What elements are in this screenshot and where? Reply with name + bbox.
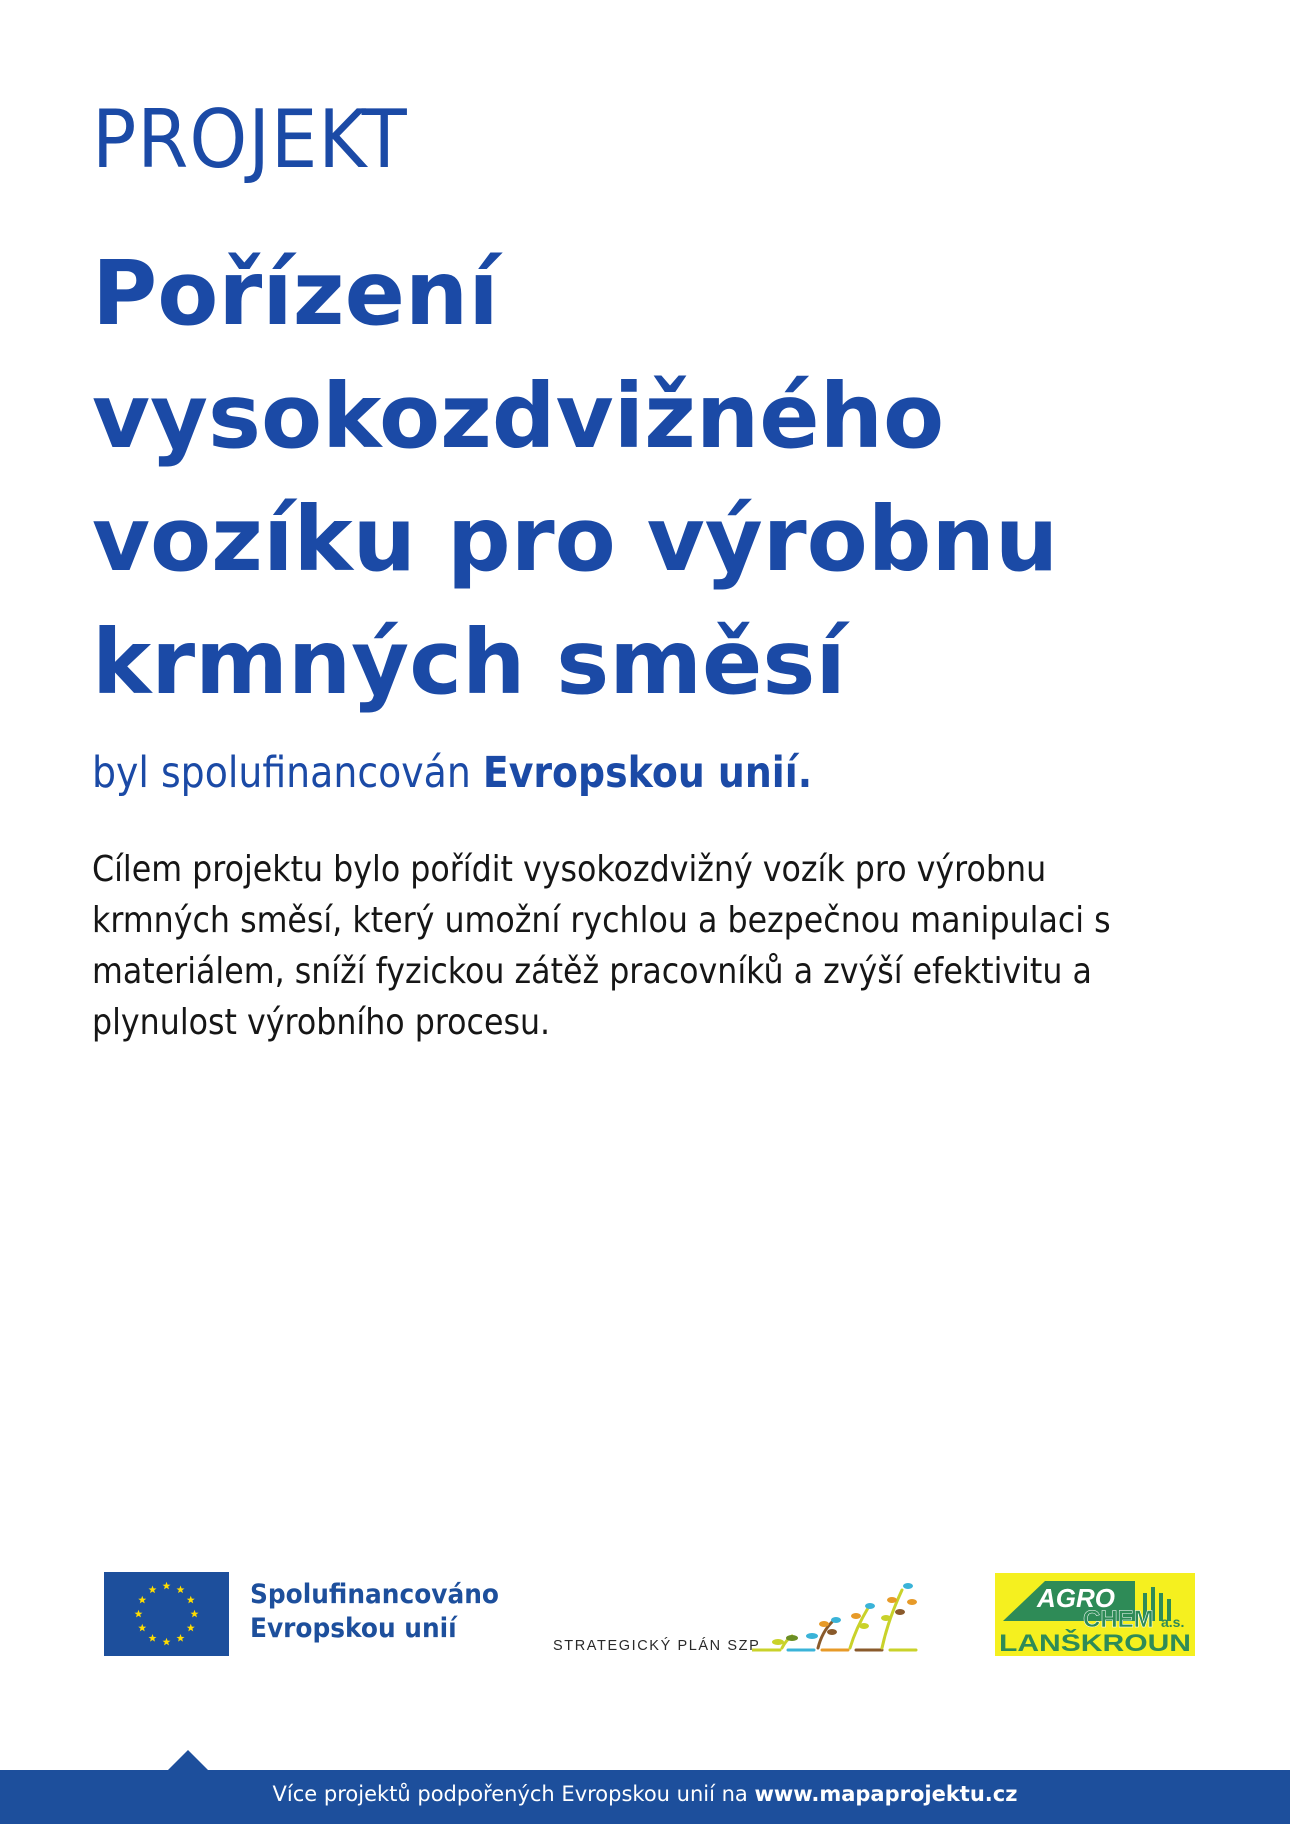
eu-star (177, 1634, 185, 1642)
eu-text-line2: Evropskou unií (250, 1613, 457, 1644)
eu-flag-logo (104, 1572, 229, 1656)
eu-star (187, 1624, 195, 1632)
poster-label: PROJEKT (92, 93, 408, 186)
szp-plants-icon (752, 1570, 952, 1660)
eu-star (163, 1638, 171, 1646)
agrochem-emblem-icon (995, 1573, 1195, 1656)
agrochem-logo (995, 1573, 1195, 1656)
lanskroun-word: LANŠKROUN (999, 1630, 1153, 1656)
agro-word: AGRO (1037, 1583, 1115, 1613)
eu-star (138, 1596, 146, 1604)
as-suffix: a.s. (1161, 1614, 1185, 1630)
eu-star (135, 1610, 143, 1618)
eu-star (149, 1634, 157, 1642)
eu-cofinanced-text (250, 1578, 499, 1646)
szp-label: STRATEGICKÝ PLÁN SZP (553, 1638, 761, 1654)
eu-star (187, 1596, 195, 1604)
eu-star (177, 1586, 185, 1594)
eu-stars-icon (104, 1572, 229, 1656)
cofinanced-statement (92, 748, 813, 798)
footer-prefix: Více projektů podpořených Evropskou unií na (272, 1782, 748, 1806)
project-title: Pořízení vysokozdvižného vozíku pro výrobnu krmných směsí (92, 241, 1059, 714)
cofinanced-emphasis: Evropskou unií. (482, 748, 813, 798)
eu-star (191, 1610, 199, 1618)
eu-star (149, 1586, 157, 1594)
footer-link[interactable]: www.mapaprojektu.cz (754, 1782, 1018, 1806)
eu-star (138, 1624, 146, 1632)
footer-text (0, 1782, 1290, 1806)
footer-notch (168, 1750, 208, 1770)
cofinanced-prefix: byl spolufinancován (92, 748, 471, 798)
project-description: Cílem projektu bylo pořídit vysokozdvižný vozík pro výrobnu krmných směsí, který umožní rychlou a bezpečnou manipulaci s materiálem, sníží fyzickou zátěž pracovníků a zvýší efektivitu a plynulost výrobního procesu. (92, 849, 1111, 1043)
chem-word: CHEM (1083, 1606, 1154, 1633)
eu-text-line1: Spolufinancováno (250, 1579, 499, 1610)
eu-star (163, 1582, 171, 1590)
